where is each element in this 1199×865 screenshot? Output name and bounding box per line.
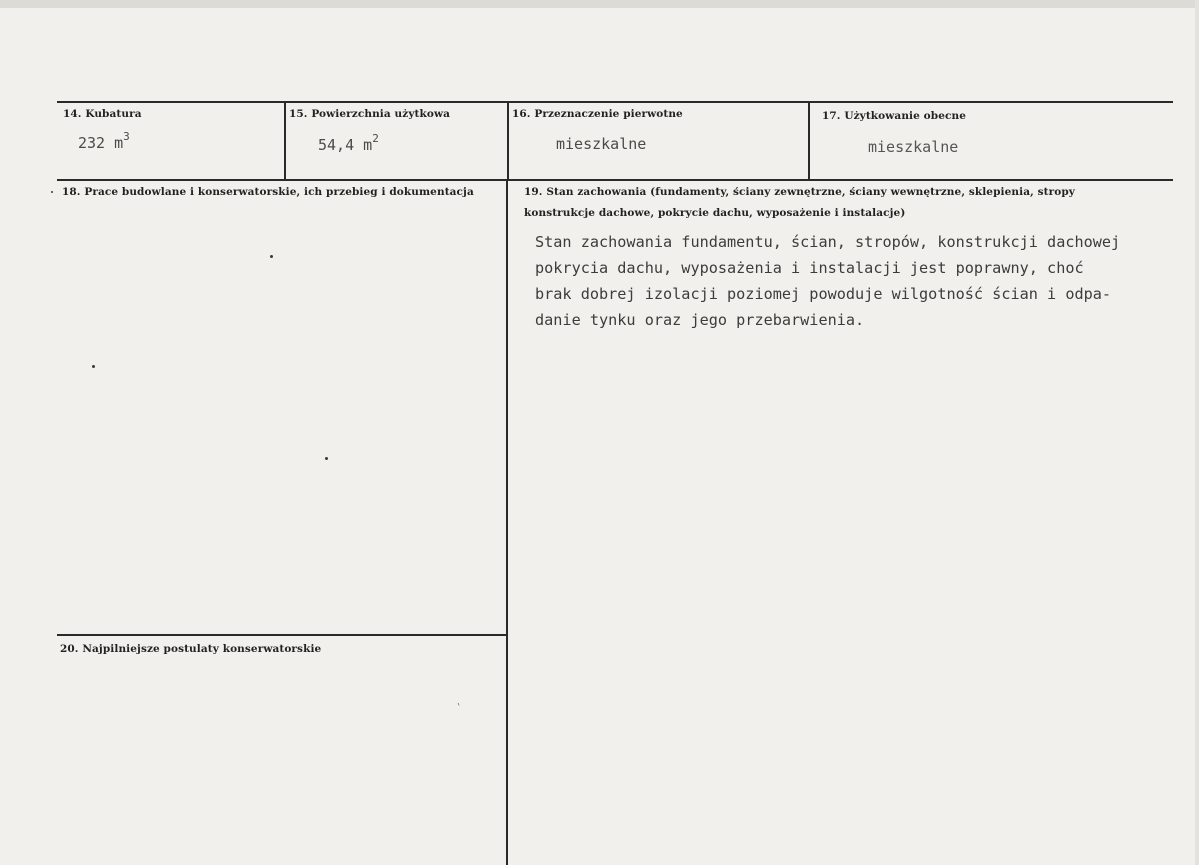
pencil-mark: ˎ <box>455 691 467 707</box>
row-top-border <box>57 101 1173 103</box>
field-19-text-line: Stan zachowania fundamentu, ścian, stropów, konstrukcji dachowej <box>535 233 1121 251</box>
field-19-text-line: danie tynku oraz jego przebarwienia. <box>535 311 865 329</box>
field-19-text-line: pokrycia dachu, wyposażenia i instalacji jest poprawny, choć <box>535 259 1084 277</box>
separator-18-20 <box>57 634 507 636</box>
row-bottom-border <box>57 179 1173 181</box>
field-15-number: 54,4 m <box>318 136 373 154</box>
field-14-exponent: 3 <box>123 130 130 143</box>
field-15-label: 15. Powierzchnia użytkowa <box>289 108 451 120</box>
separator-15-16 <box>507 101 509 180</box>
separator-main <box>506 179 508 865</box>
field-15-exponent: 2 <box>372 132 379 145</box>
speck-3 <box>92 365 95 368</box>
field-17-value: mieszkalne <box>868 138 959 156</box>
field-16-label: 16. Przeznaczenie pierwotne <box>512 108 683 120</box>
field-17-label: 17. Użytkowanie obecne <box>822 110 967 122</box>
separator-16-17 <box>808 101 810 180</box>
field-19-label-line2: konstrukcje dachowe, pokrycie dachu, wyposażenie i instalacje) <box>524 207 906 219</box>
field-14-label: 14. Kubatura <box>63 108 142 120</box>
field-19-label-line1: 19. Stan zachowania (fundamenty, ściany zewnętrzne, ściany wewnętrzne, sklepienia, stropy <box>524 186 1075 198</box>
separator-14-15 <box>284 101 286 180</box>
speck-4 <box>325 457 328 460</box>
field-15-value <box>318 134 379 154</box>
page-top-edge <box>0 0 1199 8</box>
field-14-value <box>78 132 130 152</box>
speck-2 <box>270 255 273 258</box>
field-16-value: mieszkalne <box>556 135 647 153</box>
field-18-label: 18. Prace budowlane i konserwatorskie, ich przebieg i dokumentacja <box>62 186 474 198</box>
speck-1 <box>51 191 53 193</box>
page-right-edge <box>1195 0 1199 865</box>
field-19-text-line: brak dobrej izolacji poziomej powoduje wilgotność ścian i odpa- <box>535 285 1112 303</box>
field-20-label: 20. Najpilniejsze postulaty konserwatorskie <box>60 643 322 655</box>
field-14-number: 232 m <box>78 134 124 152</box>
field-19-text <box>535 229 1120 333</box>
